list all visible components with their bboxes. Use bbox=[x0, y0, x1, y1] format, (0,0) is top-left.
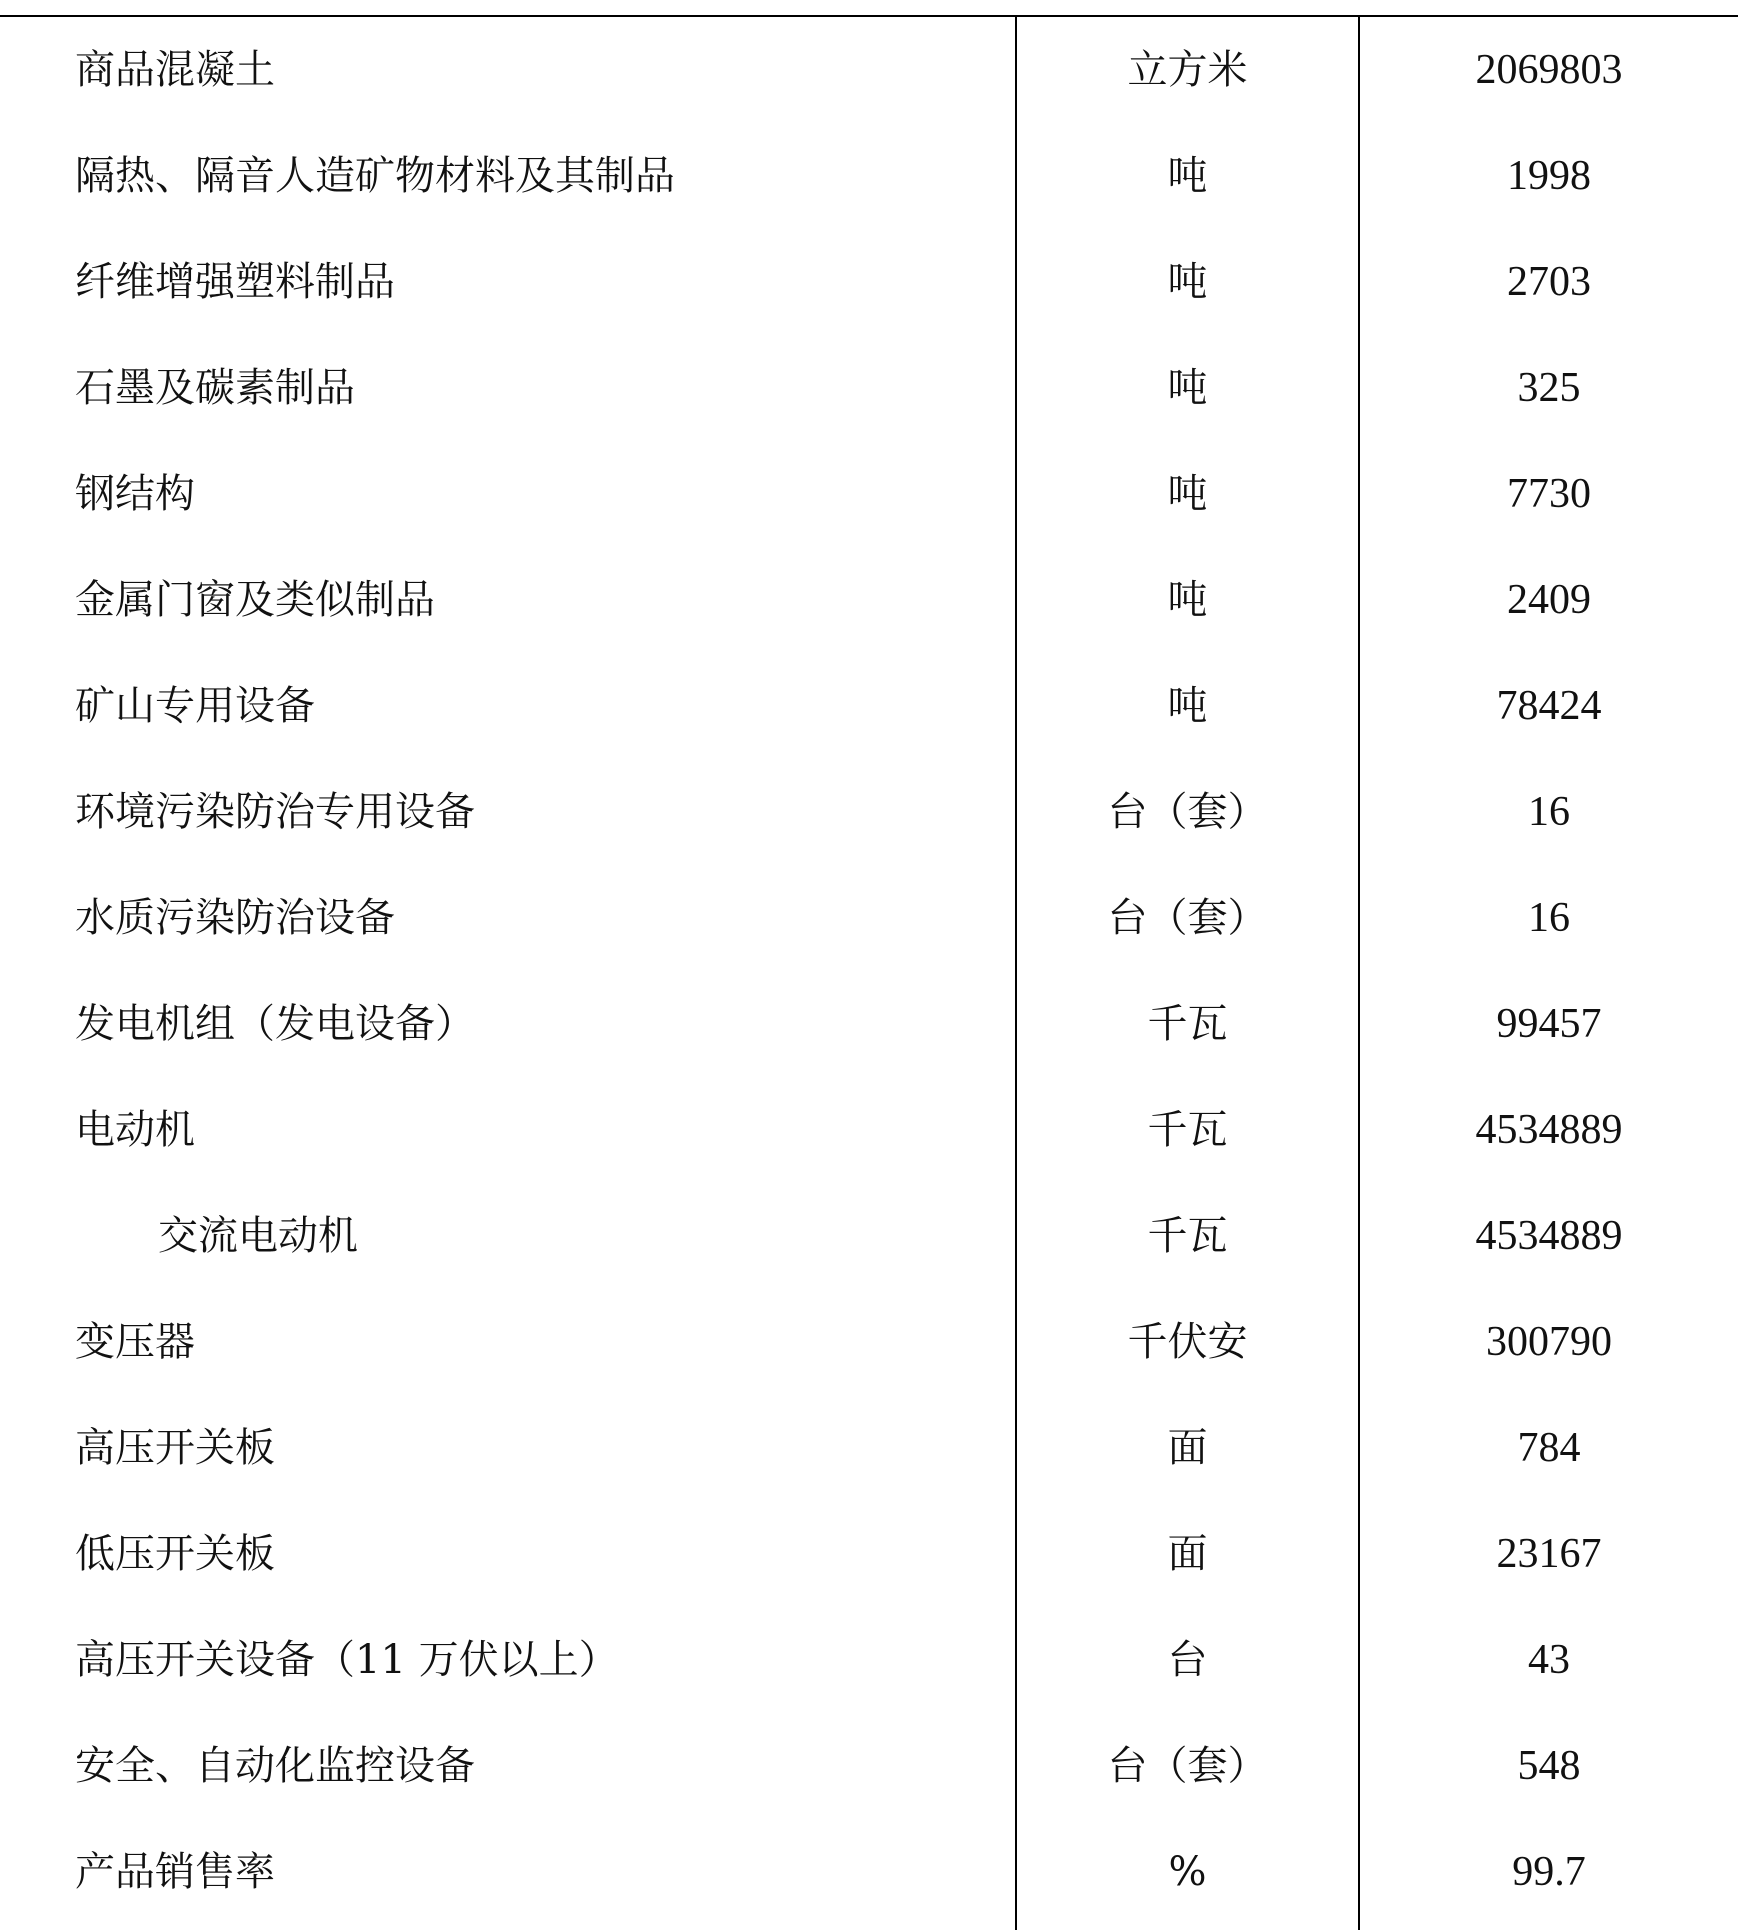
product-name-sub-item: 交流电动机 bbox=[158, 1213, 358, 1259]
output-value: 1998 bbox=[1507, 153, 1591, 199]
table-row bbox=[0, 547, 1738, 653]
product-name: 低压开关板 bbox=[75, 1531, 275, 1577]
table-row bbox=[0, 865, 1738, 971]
unit: 千瓦 bbox=[1147, 1001, 1228, 1047]
output-value: 4534889 bbox=[1475, 1107, 1623, 1153]
product-name: 变压器 bbox=[75, 1319, 195, 1365]
unit: 吨 bbox=[1167, 683, 1208, 729]
table-row bbox=[0, 1607, 1738, 1713]
unit: 面 bbox=[1167, 1531, 1208, 1577]
product-name: 矿山专用设备 bbox=[75, 683, 315, 729]
unit: 立方米 bbox=[1127, 47, 1248, 93]
table-row bbox=[0, 971, 1738, 1077]
product-name: 高压开关板 bbox=[75, 1425, 275, 1471]
output-value: 2409 bbox=[1507, 577, 1591, 623]
output-value: 2703 bbox=[1507, 259, 1591, 305]
table-row bbox=[0, 17, 1738, 123]
product-name: 发电机组（发电设备） bbox=[75, 1001, 475, 1047]
output-value: 2069803 bbox=[1475, 47, 1623, 93]
unit: 台 bbox=[1167, 1637, 1208, 1683]
unit: 吨 bbox=[1167, 259, 1208, 305]
table-row bbox=[0, 229, 1738, 335]
unit: % bbox=[1168, 1849, 1207, 1895]
unit: 台（套） bbox=[1107, 789, 1268, 835]
product-name: 高压开关设备（11 万伏以上） bbox=[75, 1637, 619, 1683]
table-row bbox=[0, 335, 1738, 441]
table-row bbox=[0, 123, 1738, 229]
output-value: 548 bbox=[1517, 1743, 1581, 1789]
product-name: 环境污染防治专用设备 bbox=[75, 789, 475, 835]
unit: 千伏安 bbox=[1127, 1319, 1248, 1365]
output-value: 16 bbox=[1528, 895, 1570, 941]
unit: 千瓦 bbox=[1147, 1213, 1228, 1259]
unit: 面 bbox=[1167, 1425, 1208, 1471]
output-value: 784 bbox=[1517, 1425, 1581, 1471]
unit: 吨 bbox=[1167, 577, 1208, 623]
output-value: 99457 bbox=[1496, 1001, 1602, 1047]
unit: 吨 bbox=[1167, 471, 1208, 517]
table-row bbox=[0, 1077, 1738, 1183]
table-row bbox=[0, 1501, 1738, 1607]
unit: 千瓦 bbox=[1147, 1107, 1228, 1153]
product-name: 水质污染防治设备 bbox=[75, 895, 395, 941]
unit: 台（套） bbox=[1107, 1743, 1268, 1789]
table-row bbox=[0, 1289, 1738, 1395]
table-row bbox=[0, 1183, 1738, 1289]
output-value: 23167 bbox=[1496, 1531, 1602, 1577]
product-name: 纤维增强塑料制品 bbox=[75, 259, 395, 305]
output-value: 4534889 bbox=[1475, 1213, 1623, 1259]
product-name: 金属门窗及类似制品 bbox=[75, 577, 435, 623]
output-value: 43 bbox=[1528, 1637, 1570, 1683]
product-name: 产品销售率 bbox=[75, 1849, 275, 1895]
output-value: 325 bbox=[1517, 365, 1581, 411]
table-row bbox=[0, 759, 1738, 865]
unit: 吨 bbox=[1167, 365, 1208, 411]
product-output-table bbox=[0, 15, 1738, 1930]
output-value: 300790 bbox=[1486, 1319, 1612, 1365]
product-name: 电动机 bbox=[75, 1107, 195, 1153]
table-row bbox=[0, 1713, 1738, 1819]
output-value: 99.7 bbox=[1512, 1849, 1586, 1895]
unit: 吨 bbox=[1167, 153, 1208, 199]
table-row bbox=[0, 1819, 1738, 1925]
unit: 台（套） bbox=[1107, 895, 1268, 941]
output-value: 7730 bbox=[1507, 471, 1591, 517]
product-name: 石墨及碳素制品 bbox=[75, 365, 355, 411]
table-row bbox=[0, 653, 1738, 759]
table-row bbox=[0, 1395, 1738, 1501]
product-name: 安全、自动化监控设备 bbox=[75, 1743, 475, 1789]
product-name: 钢结构 bbox=[75, 471, 195, 517]
output-value: 16 bbox=[1528, 789, 1570, 835]
product-name: 隔热、隔音人造矿物材料及其制品 bbox=[75, 153, 675, 199]
table-row bbox=[0, 441, 1738, 547]
output-value: 78424 bbox=[1496, 683, 1602, 729]
product-name: 商品混凝土 bbox=[75, 47, 275, 93]
